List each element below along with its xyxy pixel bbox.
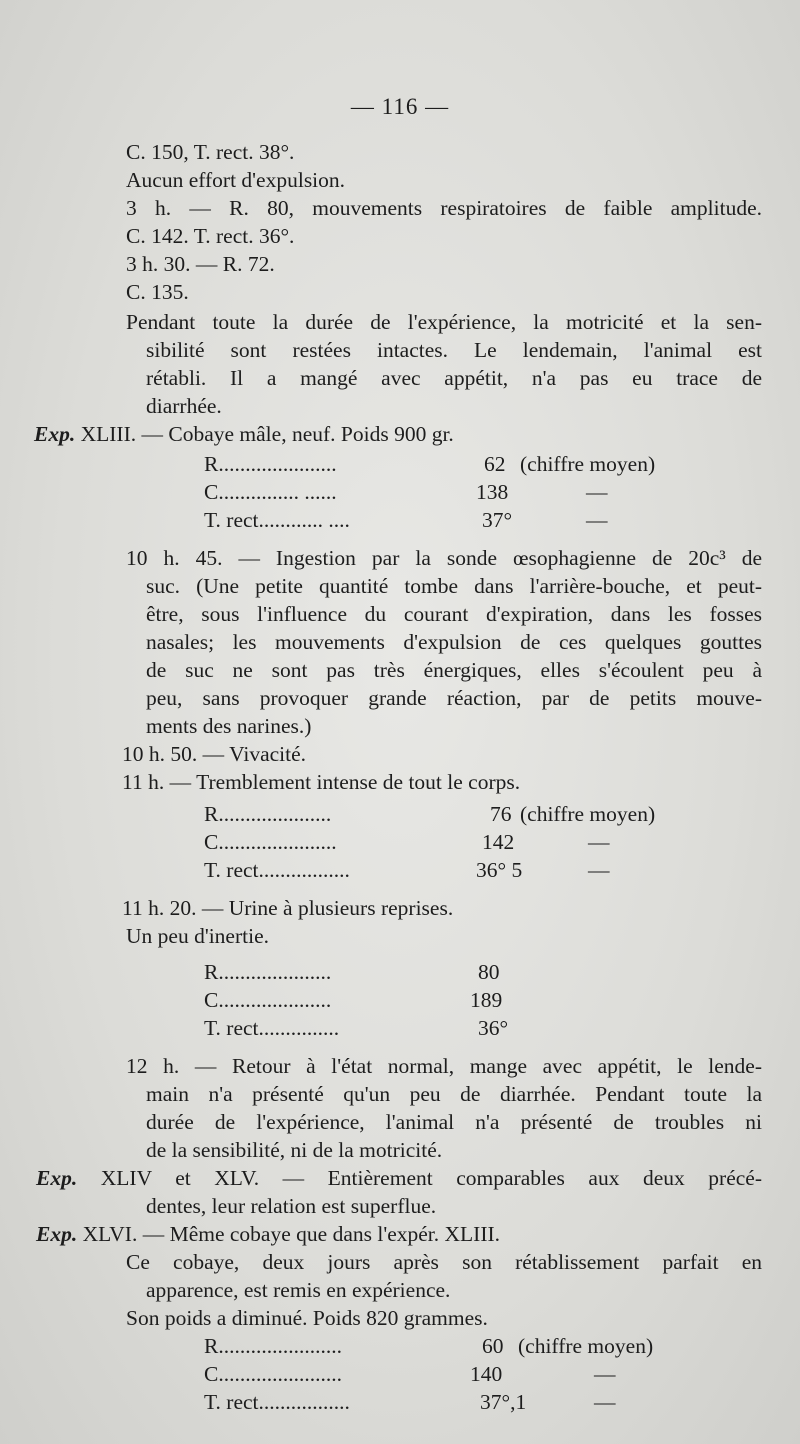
measure-note: —: [588, 830, 610, 854]
measure-label: C......................: [204, 830, 337, 854]
text-line: C. 150, T. rect. 38°.: [126, 140, 295, 164]
measure-value: 37°,1: [480, 1390, 527, 1414]
text-line: diarrhée.: [146, 394, 222, 418]
measure-row: [0, 800, 800, 828]
measure-value: 189: [470, 988, 503, 1012]
text-line: Son poids a diminué. Poids 820 grammes.: [126, 1306, 488, 1330]
measure-row: [0, 958, 800, 986]
measurement-table: [0, 450, 800, 534]
text-line: suc. (Une petite quantité tombe dans l'arrière-bouche, et peut-: [146, 574, 762, 598]
exp-text: XLVI. — Même cobaye que dans l'expér. XLIII.: [82, 1222, 501, 1246]
text-line: Ce cobaye, deux jours après son rétablissement parfait en: [126, 1250, 762, 1274]
measure-row: [0, 450, 800, 478]
text-line: rétabli. Il a mangé avec appétit, n'a pas eu trace de: [146, 366, 762, 390]
text-line: 11 h. 20. — Urine à plusieurs reprises.: [122, 896, 454, 920]
measurement-table: [0, 1332, 800, 1416]
measure-label: T. rect.................: [204, 858, 350, 882]
measure-row: [0, 986, 800, 1014]
measure-label: R.....................: [204, 960, 332, 984]
measurement-table: [0, 958, 800, 1042]
measure-label: R.....................: [204, 802, 332, 826]
measure-value: 60: [482, 1334, 504, 1358]
measure-row: [0, 1360, 800, 1388]
measure-value: 80: [478, 960, 500, 984]
measure-label: R......................: [204, 452, 337, 476]
text-line: nasales; les mouvements d'expulsion de ces quelques gouttes: [146, 630, 762, 654]
text-line: 10 h. 50. — Vivacité.: [122, 742, 307, 766]
measure-note: —: [594, 1362, 616, 1386]
measure-value: 36°: [478, 1016, 509, 1040]
measure-row: [0, 1014, 800, 1042]
experiment-heading: [36, 1220, 500, 1248]
measure-row: [0, 828, 800, 856]
text-line: être, sous l'influence du courant d'expiration, dans les fosses: [146, 602, 762, 626]
text-line: sibilité sont restées intactes. Le lendemain, l'animal est: [146, 338, 762, 362]
measure-value: 142: [482, 830, 515, 854]
text-line: main n'a présenté qu'un peu de diarrhée. Pendant toute la: [146, 1082, 762, 1106]
measure-row: [0, 1388, 800, 1416]
measure-note: —: [588, 858, 610, 882]
text-line: 11 h. — Tremblement intense de tout le corps.: [122, 770, 521, 794]
experiment-heading: [34, 420, 454, 448]
measure-label: C............... ......: [204, 480, 337, 504]
measure-label: T. rect............ ....: [204, 508, 350, 532]
exp-label: Exp.: [34, 422, 76, 446]
measurement-table: [0, 800, 800, 884]
measure-note: —: [586, 480, 608, 504]
text-line: apparence, est remis en expérience.: [146, 1278, 451, 1302]
text-line: durée de l'expérience, l'animal n'a présenté de troubles ni: [146, 1110, 762, 1134]
experiment-heading: [36, 1164, 762, 1192]
text-line: Aucun effort d'expulsion.: [126, 168, 346, 192]
text-line: 3 h. — R. 80, mouvements respiratoires de faible amplitude.: [126, 196, 762, 220]
text-line: Un peu d'inertie.: [126, 924, 269, 948]
measure-value: 62: [484, 452, 506, 476]
text-line: C. 135.: [126, 280, 189, 304]
page-number: — 116 —: [350, 94, 450, 119]
measure-note: (chiffre moyen): [520, 802, 656, 826]
measure-value: 36° 5: [476, 858, 523, 882]
measure-value: 140: [470, 1362, 503, 1386]
measure-row: [0, 506, 800, 534]
text-line: peu, sans provoquer grande réaction, par de petits mouve-: [146, 686, 762, 710]
exp-text: XLIV et XLV. — Entièrement comparables aux deux précé-: [100, 1166, 762, 1190]
measure-row: [0, 856, 800, 884]
measure-value: 37°: [482, 508, 513, 532]
measure-value: 76: [490, 802, 512, 826]
exp-label: Exp.: [36, 1166, 78, 1190]
measure-note: —: [594, 1390, 616, 1414]
measure-note: —: [586, 508, 608, 532]
measure-value: 138: [476, 480, 509, 504]
text-line: Pendant toute la durée de l'expérience, la motricité et la sen-: [126, 310, 762, 334]
text-line: C. 142. T. rect. 36°.: [126, 224, 295, 248]
text-line: de la sensibilité, ni de la motricité.: [146, 1138, 443, 1162]
measure-row: [0, 478, 800, 506]
text-line: ments des narines.): [146, 714, 312, 738]
text-line: de suc ne sont pas très énergiques, elles s'écoulent peu à: [146, 658, 762, 682]
exp-label: Exp.: [36, 1222, 78, 1246]
exp-text: XLIII. — Cobaye mâle, neuf. Poids 900 gr.: [80, 422, 454, 446]
measure-label: T. rect.................: [204, 1390, 350, 1414]
measure-note: (chiffre moyen): [520, 452, 656, 476]
measure-label: C.....................: [204, 988, 332, 1012]
measure-label: T. rect...............: [204, 1016, 340, 1040]
text-line: 10 h. 45. — Ingestion par la sonde œsophagienne de 20c³ de: [126, 546, 762, 570]
measure-label: C.......................: [204, 1362, 342, 1386]
text-line: 12 h. — Retour à l'état normal, mange avec appétit, le lende-: [126, 1054, 762, 1078]
measure-row: [0, 1332, 800, 1360]
measure-note: (chiffre moyen): [518, 1334, 654, 1358]
text-line: dentes, leur relation est superflue.: [146, 1194, 437, 1218]
measure-label: R.......................: [204, 1334, 342, 1358]
text-line: 3 h. 30. — R. 72.: [126, 252, 275, 276]
